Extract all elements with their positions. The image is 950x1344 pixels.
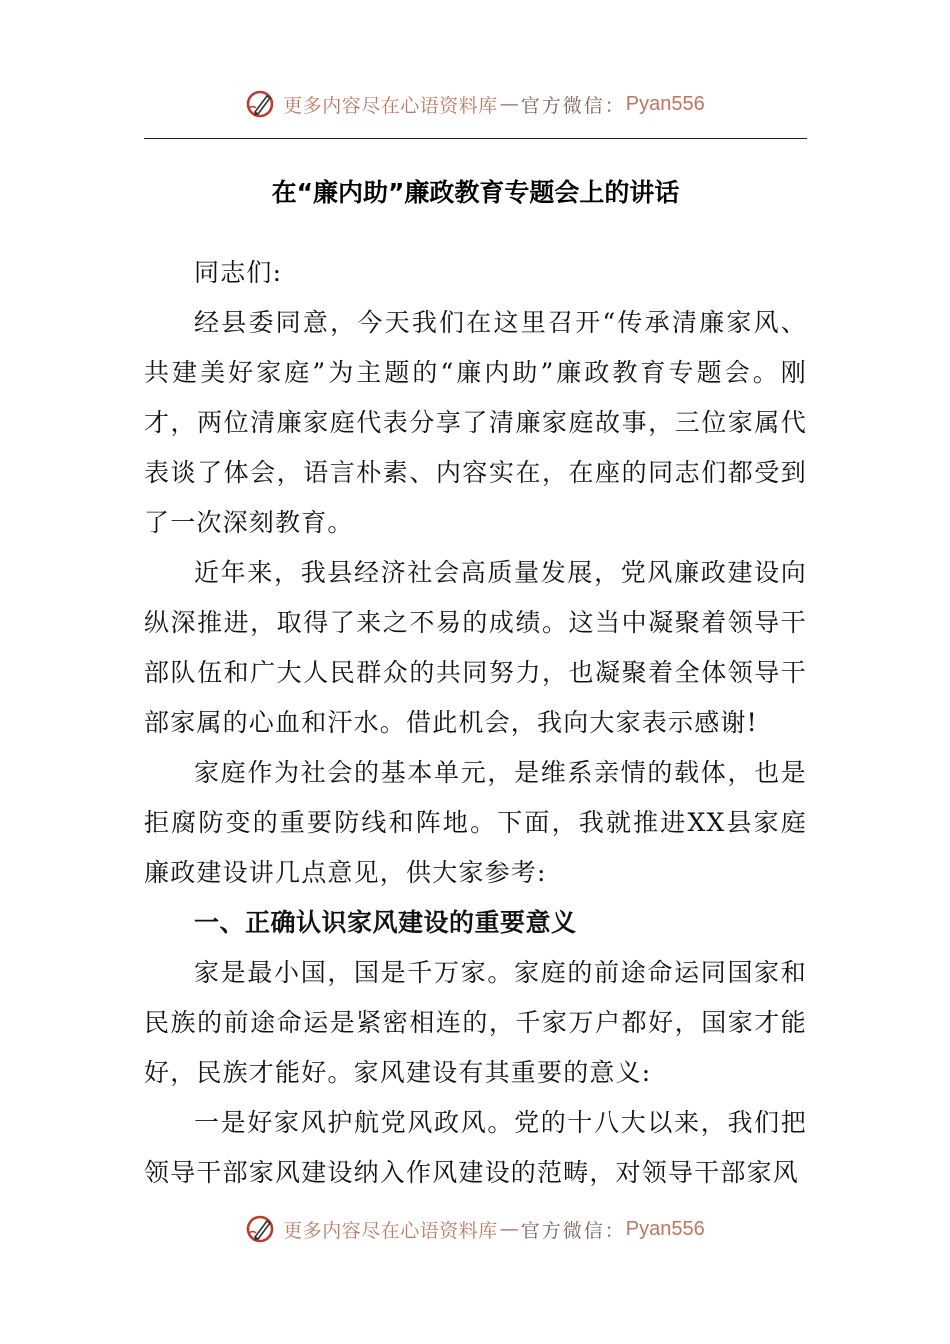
- section-heading: 一、正确认识家风建设的重要意义: [194, 908, 577, 937]
- body-paragraph: 经县委同意，今天我们在这里召开“传承清廉家风、共建美好家庭”为主题的“廉内助”廉政教育专题会。刚才，两位清廉家庭代表分享了清廉家庭故事，三位家属代表谈了体会，语言朴素、内容实在，在座的同志们都受到了一次深刻教育。: [144, 308, 807, 537]
- header-watermark: [0, 82, 950, 126]
- watermark-text: 更多内容尽在心语资料库: [283, 94, 498, 117]
- body-paragraph: 近年来，我县经济社会高质量发展，党风廉政建设向纵深推进，取得了来之不易的成绩。这当中凝聚着领导干部队伍和广大人民群众的共同努力，也凝聚着全体领导干部家属的心血和汗水。借此机会，我向大家表示感谢!: [144, 558, 807, 737]
- footer-watermark: [0, 1207, 950, 1251]
- pen-in-circle-logo-icon: [245, 88, 277, 120]
- body-paragraph: 家庭作为社会的基本单元，是维系亲情的载体，也是拒腐防变的重要防线和阵地。下面，我就推进XX县家庭廉政建设讲几点意见，供大家参考:: [144, 758, 807, 887]
- document-body: [144, 248, 807, 1198]
- wechat-id: Pyan556: [625, 1217, 705, 1240]
- watermark-text: 更多内容尽在心语资料库: [283, 1219, 498, 1242]
- wechat-label: 官方微信：: [520, 94, 626, 117]
- pen-in-circle-logo-icon: [245, 1213, 277, 1245]
- wechat-id: Pyan556: [625, 92, 705, 115]
- wechat-label: 官方微信：: [520, 1219, 626, 1242]
- body-paragraph: 家是最小国，国是千万家。家庭的前途命运同国家和民族的前途命运是紧密相连的，千家万户都好，国家才能好，民族才能好。家风建设有其重要的意义:: [144, 958, 807, 1087]
- salutation: 同志们:: [194, 258, 283, 287]
- header-divider: [144, 138, 807, 139]
- watermark-separator: —: [499, 93, 519, 115]
- body-paragraph: 一是好家风护航党风政风。党的十八大以来，我们把领导干部家风建设纳入作风建设的范畴，对领导干部家风: [144, 1108, 807, 1187]
- watermark-separator: —: [499, 1218, 519, 1240]
- document-title: 在“廉内助”廉政教育专题会上的讲话: [271, 178, 680, 207]
